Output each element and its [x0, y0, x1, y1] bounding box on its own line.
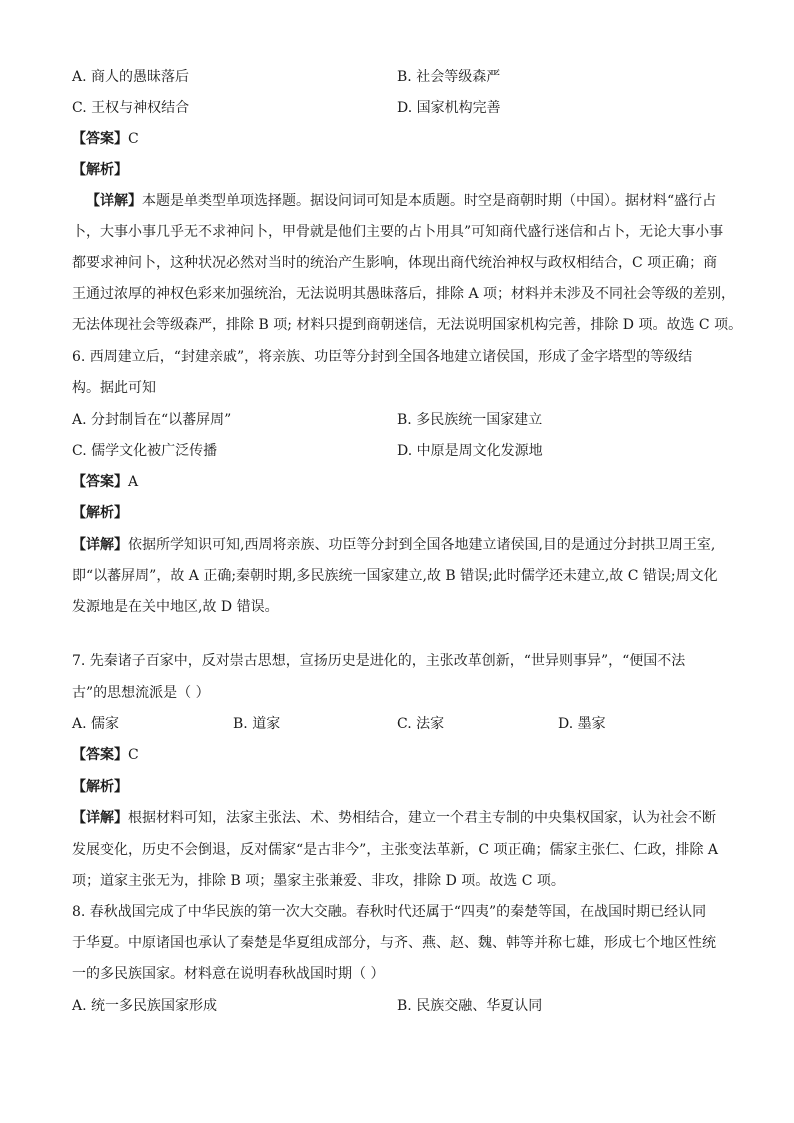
q7-option-c: C. 法家	[397, 716, 445, 732]
q7-option-a: A. 儒家	[72, 716, 120, 732]
detail-tag: 【详解】	[72, 537, 128, 553]
q8-stem-line: 8. 春秋战国完成了中华民族的第一次大交融。春秋时代还属于“四夷”的秦楚等国，在战国时期已经认同	[72, 904, 707, 920]
q7-stem-line: 古”的思想流派是（ ）	[72, 685, 210, 701]
q5-detail-line: 无法体现社会等级森严，排除 B 项; 材料只提到商朝迷信，无法说明国家机构完善，排除 D 项。故选 C 项。	[72, 317, 743, 333]
q5-detail-line: 都要求神问卜，这种状况必然对当时的统治产生影响，体现出商代统治神权与政权相结合，C 项正确；商	[72, 255, 718, 271]
q6-stem-line: 6. 西周建立后，“封建亲戚”，将亲族、功臣等分封到全国各地建立诸侯国，形成了金字塔型的等级结	[72, 349, 693, 365]
q6-answer	[72, 472, 138, 492]
q6-detail-line: 发源地是在关中地区,故 D 错误。	[72, 599, 279, 615]
answer-tag: 【答案】	[72, 747, 128, 763]
detail-tag: 【详解】	[86, 193, 142, 209]
q7-answer	[72, 745, 139, 765]
q7-option-b: B. 道家	[233, 716, 281, 732]
q6-option-d: D. 中原是周文化发源地	[397, 443, 543, 459]
q6-option-a: A. 分封制旨在“以蕃屏周”	[72, 412, 232, 428]
q7-detail-line: 【详解】根据材料可知，法家主张法、术、势相结合，建立一个君主专制的中央集权国家，认为社会不断	[72, 810, 716, 826]
q7-detail-line: 发展变化，历史不会倒退，反对儒家“是古非今”，主张变法革新，C 项正确；儒家主张仁、仁政，排除 A	[72, 842, 719, 858]
answer-tag: 【答案】	[72, 474, 128, 490]
q5-option-a: A. 商人的愚昧落后	[72, 69, 190, 85]
q8-option-a: A. 统一多民族国家形成	[72, 998, 218, 1014]
answer-value: C	[128, 131, 139, 147]
detail-tag: 【详解】	[72, 810, 128, 826]
q5-analysis-tag: 【解析】	[72, 162, 128, 178]
q7-option-d: D. 墨家	[558, 716, 606, 732]
q6-option-b: B. 多民族统一国家建立	[397, 412, 543, 428]
q6-analysis-tag: 【解析】	[72, 505, 128, 521]
q6-option-c: C. 儒学文化被广泛传播	[72, 443, 218, 459]
q5-answer	[72, 129, 139, 149]
answer-value: C	[128, 747, 139, 763]
q6-detail-line: 即“以蕃屏周”，故 A 正确;秦朝时期,多民族统一国家建立,故 B 错误;此时儒学还未建立,故 C 错误;周文化	[72, 568, 718, 584]
q5-option-d: D. 国家机构完善	[397, 100, 501, 116]
q7-stem-line: 7. 先秦诸子百家中，反对崇古思想，宣扬历史是进化的，主张改革创新，“世异则事异”，“便国不法	[72, 653, 686, 669]
q8-stem-line: 一的多民族国家。材料意在说明春秋战国时期（ ）	[72, 966, 385, 982]
q5-option-b: B. 社会等级森严	[397, 69, 501, 85]
q7-detail-line: 项；道家主张无为，排除 B 项；墨家主张兼爱、非攻，排除 D 项。故选 C 项。	[72, 873, 565, 889]
q5-option-c: C. 王权与神权结合	[72, 100, 190, 116]
answer-value: A	[128, 474, 139, 490]
q6-detail-line: 【详解】依据所学知识可知,西周将亲族、功臣等分封到全国各地建立诸侯国,目的是通过分封拱卫周王室,	[72, 537, 716, 553]
q6-stem-line: 构。据此可知	[72, 380, 156, 396]
q8-stem-line: 于华夏。中原诸国也承认了秦楚是华夏组成部分，与齐、燕、赵、魏、韩等并称七雄，形成七个地区性统	[72, 935, 716, 951]
q5-detail-line: 【详解】本题是单类型单项选择题。据设问词可知是本质题。时空是商朝时期（中国）。据材料“盛行占	[86, 193, 717, 209]
q8-option-b: B. 民族交融、华夏认同	[397, 998, 543, 1014]
q7-analysis-tag: 【解析】	[72, 779, 128, 795]
q5-detail-line: 王通过浓厚的神权色彩来加强统治，无法说明其愚昧落后，排除 A 项；材料并未涉及不同社会等级的差别，	[72, 286, 736, 302]
q5-detail-line: 卜，大事小事几乎无不求神问卜，甲骨就是他们主要的占卜用具”可知商代盛行迷信和占卜，无论大事小事	[72, 224, 724, 240]
answer-tag: 【答案】	[72, 131, 128, 147]
